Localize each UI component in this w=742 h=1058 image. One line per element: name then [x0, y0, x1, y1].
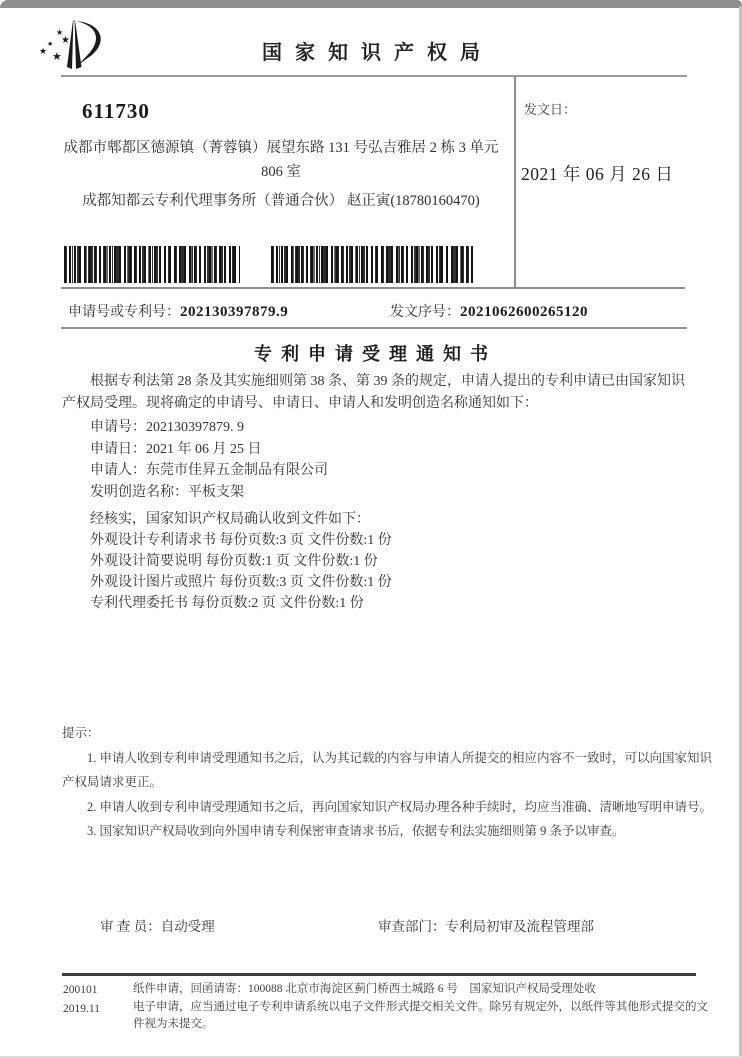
svg-text:★: ★	[61, 35, 70, 46]
footer-divider	[62, 973, 696, 976]
header-divider	[61, 75, 687, 77]
received-intro: 经核实，国家知识产权局确认收到文件如下：	[90, 512, 370, 527]
svg-text:★: ★	[47, 40, 54, 48]
received-item: 外观设计图片或照片 每份页数:3 页 文件份数:1 份	[90, 575, 392, 590]
field-invention-title	[90, 482, 328, 504]
refs-divider	[61, 327, 687, 329]
received-documents-block	[90, 509, 392, 614]
agency-title: 国家知识产权局	[262, 42, 493, 64]
postal-code: 611730	[82, 99, 150, 123]
dispatch-date-label: 发文日：	[524, 102, 577, 117]
department-value: 专利局初审及流程管理部	[445, 919, 594, 934]
field-label: 发明创造名称：	[90, 484, 188, 500]
received-item: 外观设计简要说明 每份页数:1 页 文件份数:1 份	[90, 554, 378, 569]
footer-efiling-line: 电子申请，应当通过电子专利申请系统以电子文件形式提交相关文件。除另有规定外，以纸件等其他形式提交的文件视为未提交。	[133, 1000, 708, 1030]
notes-label: 提示：	[62, 726, 100, 740]
dispatch-serial-row	[390, 301, 588, 321]
dispatch-date-value: 2021 年 06 月 26 日	[521, 164, 674, 184]
recipient-block	[62, 99, 500, 210]
form-date: 2019.11	[63, 1003, 100, 1015]
received-item: 专利代理委托书 每份页数:2 页 文件份数:1 份	[90, 596, 364, 611]
patent-agency-line: 成都知都云专利代理事务所（普通合伙） 赵正寅(18780160470)	[82, 193, 480, 209]
field-label: 申请人：	[90, 463, 146, 478]
field-applicant	[90, 460, 328, 482]
application-number-row	[68, 301, 288, 321]
application-number-label: 申请号或专利号：	[68, 305, 180, 320]
field-value: 202130397879. 9	[146, 420, 244, 435]
application-number-value: 202130397879.9	[180, 304, 289, 320]
barcode-right	[271, 246, 475, 283]
svg-text:★: ★	[39, 46, 48, 56]
received-item: 外观设计专利请求书 每份页数:3 页 文件份数:1 份	[90, 533, 392, 548]
svg-text:★: ★	[56, 28, 64, 37]
field-value: 东莞市佳昇五金制品有限公司	[146, 463, 328, 478]
dispatch-box-divider	[514, 76, 516, 288]
examiner-row	[100, 915, 215, 935]
document-title: 专利申请受理通知书	[254, 344, 497, 364]
field-label: 申请号：	[90, 420, 146, 435]
application-fields	[90, 417, 328, 503]
footer-text-block	[133, 981, 711, 1034]
recipient-address-line1: 成都市郫都区德源镇（菁蓉镇）展望东路 131 号弘吉雅居 2 栋 3 单元	[63, 140, 499, 156]
department-row	[378, 915, 594, 935]
scan-top-edge	[0, 0, 742, 8]
svg-text:★: ★	[52, 51, 62, 63]
note-item: 1. 申请人收到专利申请受理通知书之后，认为其记载的内容与申请人所提交的相应内容不一致时，可以向国家知识产权局请求更正。	[62, 750, 713, 789]
notes-block	[62, 721, 712, 844]
notice-intro-paragraph: 根据专利法第 28 条及其实施细则第 38 条、第 39 条的规定，申请人提出的专利申请已由国家知识产权局受理。现将确定的申请号、申请日、申请人和发明创造名称通知如下：	[62, 374, 685, 411]
field-filing-date	[90, 439, 328, 461]
department-label: 审查部门：	[378, 919, 446, 934]
footer-paper-line: 纸件申请，回函请寄：100088 北京市海淀区蓟门桥西土城路 6 号 国家知识产权局受理处收	[133, 983, 596, 995]
address-section-divider	[61, 287, 685, 289]
field-application-number	[90, 417, 328, 439]
note-item: 3. 国家知识产权局收到向外国申请专利保密审查请求书后，依据专利法实施细则第 9 条予以审查。	[87, 824, 625, 838]
dispatch-serial-value: 2021062600265120	[460, 304, 588, 320]
barcode-left	[64, 246, 240, 283]
examiner-label: 审 查 员：	[100, 919, 161, 934]
dispatch-serial-label: 发文序号：	[390, 305, 460, 320]
examiner-value: 自动受理	[160, 919, 215, 934]
field-value: 平板支架	[188, 484, 244, 500]
field-value: 2021 年 06 月 25 日	[146, 441, 262, 457]
recipient-address-line2: 806 室	[261, 164, 301, 180]
form-code-block	[63, 981, 100, 1019]
note-item: 2. 申请人收到专利申请受理通知书之后，再向国家知识产权局办理各种手续时，均应当准确、清晰地写明申请号。	[87, 799, 713, 814]
form-code: 200101	[63, 984, 98, 996]
field-label: 申请日：	[90, 441, 146, 457]
